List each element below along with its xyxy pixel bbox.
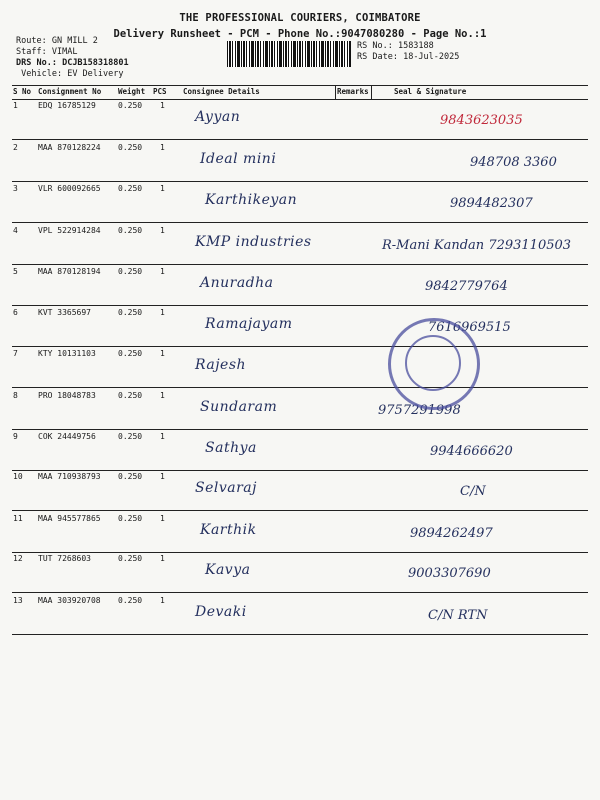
row-signature-text: 9894262497 — [410, 526, 493, 541]
drs-value: DCJB158318801 — [62, 58, 129, 68]
col-consignment: Consignment No — [38, 87, 102, 96]
row-pcs: 1 — [160, 432, 165, 441]
row-weight: 0.250 — [118, 554, 143, 563]
table-top-rule — [12, 85, 588, 86]
row-sno: 6 — [13, 308, 18, 317]
row-weight: 0.250 — [118, 184, 143, 193]
row-consignee-name: Ideal mini — [200, 151, 277, 167]
row-divider — [12, 634, 588, 635]
rs-no-value: 1583188 — [397, 41, 434, 51]
row-weight: 0.250 — [118, 143, 143, 152]
row-consignment-no: TUT 7268603 — [38, 554, 91, 563]
row-weight: 0.250 — [118, 596, 143, 605]
row-pcs: 1 — [160, 143, 165, 152]
remarks-divider — [335, 86, 336, 100]
rs-no-label: RS No.: — [357, 41, 393, 51]
signature-divider — [371, 86, 372, 100]
runsheet-meta-left — [16, 36, 129, 80]
row-weight: 0.250 — [118, 514, 143, 523]
row-consignee-name: Sathya — [205, 440, 257, 456]
row-consignment-no: MAA 945577865 — [38, 514, 101, 523]
drs-label: DRS No.: — [16, 58, 57, 68]
row-weight: 0.250 — [118, 308, 143, 317]
row-consignee-name: Kavya — [205, 562, 251, 578]
row-consignment-no: KTY 10131103 — [38, 349, 96, 358]
row-sno: 9 — [13, 432, 18, 441]
row-divider — [12, 510, 588, 511]
row-consignee-name: Ayyan — [195, 109, 241, 125]
row-divider — [12, 222, 588, 223]
row-pcs: 1 — [160, 267, 165, 276]
route-label: Route: — [16, 36, 47, 46]
row-pcs: 1 — [160, 472, 165, 481]
row-signature-text: 9894482307 — [450, 196, 533, 211]
row-signature-text: 9003307690 — [408, 566, 491, 581]
row-divider — [12, 346, 588, 347]
row-consignment-no: KVT 3365697 — [38, 308, 91, 317]
row-sno: 10 — [13, 472, 23, 481]
rs-date-value: 18-Jul-2025 — [403, 52, 460, 62]
row-weight: 0.250 — [118, 226, 143, 235]
route-value: GN MILL 2 — [51, 36, 98, 46]
row-consignment-no: MAA 870128224 — [38, 143, 101, 152]
company-seal-stamp — [388, 318, 480, 410]
row-weight: 0.250 — [118, 101, 143, 110]
row-sno: 1 — [13, 101, 18, 110]
row-weight: 0.250 — [118, 472, 143, 481]
col-pcs: PCS — [153, 87, 167, 96]
row-consignee-name: Sundaram — [200, 399, 278, 415]
row-pcs: 1 — [160, 554, 165, 563]
row-consignment-no: MAA 710938793 — [38, 472, 101, 481]
barcode — [227, 41, 351, 67]
vehicle-value: EV Delivery — [67, 69, 124, 79]
row-divider — [12, 139, 588, 140]
row-signature-text: 9944666620 — [430, 444, 513, 459]
row-divider — [12, 552, 588, 553]
row-consignee-name: Ramajayam — [205, 316, 293, 332]
row-consignee-name: Anuradha — [200, 275, 274, 291]
row-pcs: 1 — [160, 101, 165, 110]
row-divider — [12, 470, 588, 471]
row-divider — [12, 264, 588, 265]
row-signature-text: 948708 3360 — [470, 155, 557, 170]
row-weight: 0.250 — [118, 432, 143, 441]
row-pcs: 1 — [160, 184, 165, 193]
row-divider — [12, 592, 588, 593]
row-weight: 0.250 — [118, 267, 143, 276]
col-seal-signature: Seal & Signature — [394, 87, 467, 96]
row-sno: 12 — [13, 554, 23, 563]
row-consignee-name: Rajesh — [195, 357, 247, 373]
runsheet-title: Delivery Runsheet - PCM - Phone No.:9047080280 - Page No.:1 — [113, 28, 487, 40]
row-signature-text: 9757291998 — [378, 403, 461, 418]
row-pcs: 1 — [160, 514, 165, 523]
row-signature-text: 9843623035 — [440, 113, 523, 128]
col-weight: Weight — [118, 87, 146, 96]
vehicle-label: Vehicle: — [21, 69, 63, 79]
row-consignee-name: Karthikeyan — [205, 192, 298, 208]
row-sno: 5 — [13, 267, 18, 276]
row-pcs: 1 — [160, 308, 165, 317]
company-title: THE PROFESSIONAL COURIERS, COIMBATORE — [179, 12, 421, 24]
staff-value: VIMAL — [51, 47, 78, 57]
col-remarks: Remarks — [337, 87, 369, 96]
row-sno: 2 — [13, 143, 18, 152]
row-consignment-no: VLR 600092665 — [38, 184, 101, 193]
row-divider — [12, 429, 588, 430]
row-consignee-name: Devaki — [195, 604, 247, 620]
row-divider — [12, 387, 588, 388]
row-signature-text: R-Mani Kandan 7293110503 — [382, 238, 572, 253]
row-consignee-name: KMP industries — [195, 234, 312, 250]
row-signature-text: 7616969515 — [428, 320, 511, 335]
row-divider — [12, 181, 588, 182]
col-sno: S No — [13, 87, 32, 96]
row-sno: 13 — [13, 596, 23, 605]
row-consignment-no: MAA 870128194 — [38, 267, 101, 276]
row-divider — [12, 305, 588, 306]
table-header-rule — [12, 99, 588, 100]
row-consignment-no: EDQ 16785129 — [38, 101, 96, 110]
row-pcs: 1 — [160, 391, 165, 400]
row-signature-text: 9842779764 — [425, 279, 508, 294]
row-pcs: 1 — [160, 226, 165, 235]
col-consignee: Consignee Details — [183, 87, 260, 96]
row-sno: 7 — [13, 349, 18, 358]
row-consignee-name: Karthik — [200, 522, 257, 538]
row-weight: 0.250 — [118, 349, 143, 358]
row-sno: 11 — [13, 514, 23, 523]
row-weight: 0.250 — [118, 391, 143, 400]
row-consignee-name: Selvaraj — [195, 480, 257, 496]
row-sno: 3 — [13, 184, 18, 193]
row-signature-text: C/N RTN — [428, 608, 488, 623]
runsheet-meta-right — [357, 41, 459, 63]
row-signature-text: C/N — [460, 484, 486, 499]
staff-label: Staff: — [16, 47, 47, 57]
row-consignment-no: VPL 522914284 — [38, 226, 101, 235]
row-sno: 8 — [13, 391, 18, 400]
row-consignment-no: COK 24449756 — [38, 432, 96, 441]
row-consignment-no: PRO 18048783 — [38, 391, 96, 400]
row-pcs: 1 — [160, 349, 165, 358]
row-sno: 4 — [13, 226, 18, 235]
rs-date-label: RS Date: — [357, 52, 398, 62]
row-consignment-no: MAA 303920708 — [38, 596, 101, 605]
row-pcs: 1 — [160, 596, 165, 605]
